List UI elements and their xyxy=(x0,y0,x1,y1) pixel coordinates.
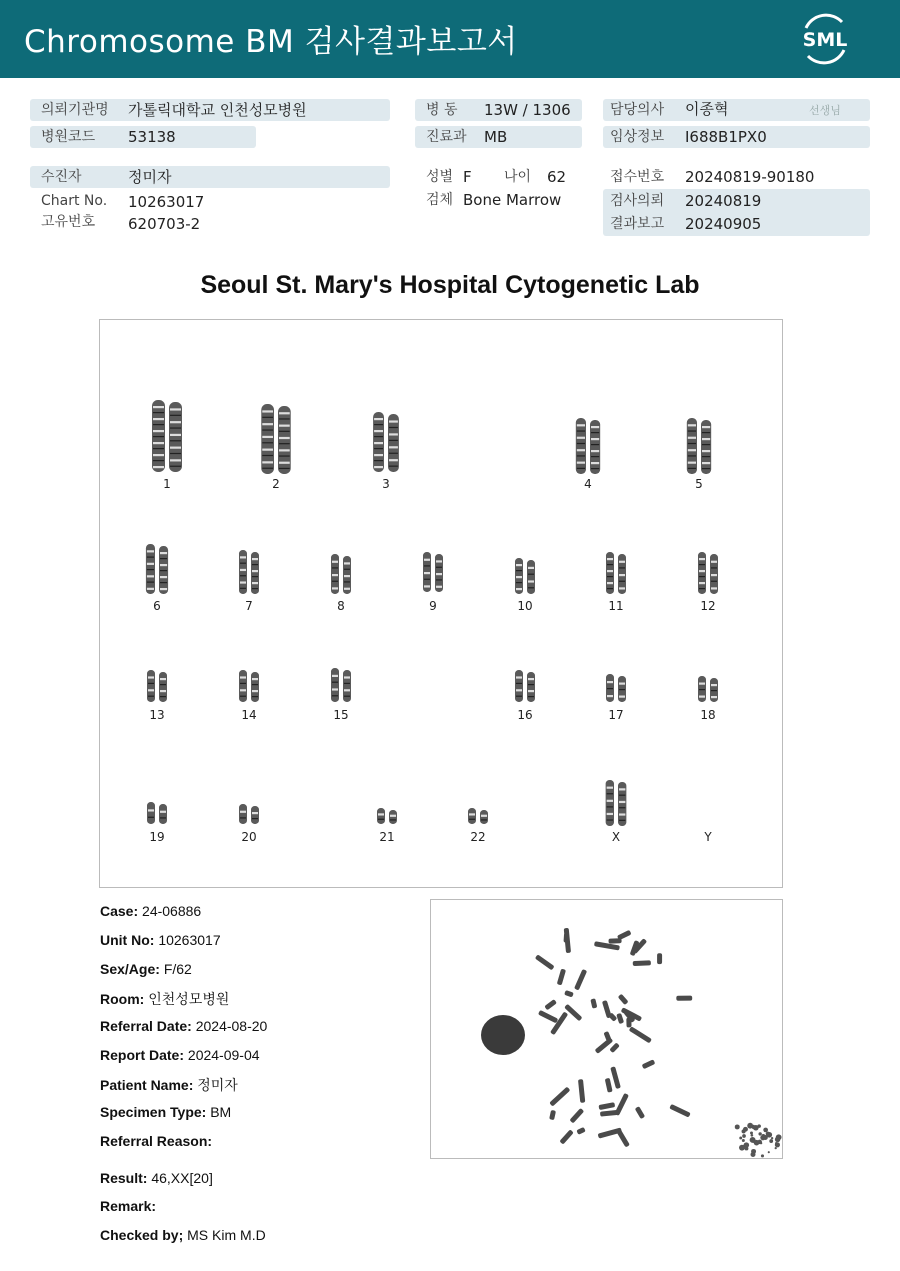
chromosome-pair-1 xyxy=(152,400,182,472)
specimen-label: 검체 xyxy=(426,192,454,208)
sml-logo xyxy=(796,12,854,66)
remark-line xyxy=(100,1198,156,1214)
chromosome-pair-7 xyxy=(239,550,259,594)
unique-no-label: 고유번호 xyxy=(41,214,96,230)
patient-name-value: 정미자 xyxy=(197,1077,238,1093)
metaphase-chromosome xyxy=(618,994,629,1005)
specimen-type-label: Specimen Type: xyxy=(100,1104,207,1120)
metaphase-chromosome xyxy=(595,1037,614,1054)
room-label: Room: xyxy=(100,991,145,1007)
debris-dot xyxy=(771,1137,773,1139)
receipt-label: 접수번호 xyxy=(610,169,665,185)
report-date-line xyxy=(100,1047,260,1063)
chromosome-label-17: 17 xyxy=(608,708,624,722)
room-value: 인천성모병원 xyxy=(148,991,230,1007)
chromosome-label-13: 13 xyxy=(149,708,165,722)
clinical-value: I688B1PX0 xyxy=(685,128,767,146)
chromosome-pair-2 xyxy=(261,404,290,474)
chromosome-label-X: X xyxy=(611,830,621,844)
chromosome-label-20: 20 xyxy=(241,830,257,844)
debris-dot xyxy=(753,1125,759,1131)
metaphase-chromosome xyxy=(564,990,574,997)
patient-name-line xyxy=(100,1075,238,1095)
chromosome-pair-14 xyxy=(239,670,259,702)
metaphase-chromosome xyxy=(642,1059,656,1069)
chart-no-label: Chart No. xyxy=(41,193,108,209)
metaphase-chromosome xyxy=(578,1079,585,1103)
referral-date-value: 2024-08-20 xyxy=(195,1018,268,1034)
debris-dot xyxy=(766,1132,770,1136)
sexage-value: F/62 xyxy=(163,961,192,977)
sex-label: 성별 xyxy=(426,169,454,185)
report-label: 결과보고 xyxy=(610,216,665,232)
metaphase-chromosome xyxy=(609,1042,620,1053)
sexage-label: Sex/Age: xyxy=(100,961,160,977)
report-title: Chromosome BM 검사결과보고서 xyxy=(24,24,518,60)
chromosome-pair-20 xyxy=(239,804,259,824)
chromosome-pair-9 xyxy=(423,552,443,592)
checked-value: MS Kim M.D xyxy=(187,1227,266,1243)
metaphase-chromosome xyxy=(564,1004,582,1021)
patient-name-label: Patient Name: xyxy=(100,1077,194,1093)
chromosome-label-6: 6 xyxy=(153,599,161,613)
karyogram-panel xyxy=(99,319,783,888)
debris-dot xyxy=(775,1147,777,1149)
metaphase-chromosome xyxy=(538,1010,558,1023)
metaphase-chromosome xyxy=(605,1078,613,1093)
chromosome-label-4: 4 xyxy=(584,477,592,491)
sex-value: F xyxy=(463,168,472,186)
clinical-label: 임상정보 xyxy=(610,129,665,145)
metaphase-chromosome xyxy=(549,1087,570,1107)
debris-dot xyxy=(775,1137,780,1142)
chromosome-pair-17 xyxy=(606,674,626,702)
metaphase-chromosome xyxy=(626,1018,631,1028)
patient-row xyxy=(30,166,390,188)
debris-dot xyxy=(762,1134,765,1137)
chart-no-value: 10263017 xyxy=(128,193,205,211)
report-date-value: 2024-09-04 xyxy=(187,1047,260,1063)
metaphase-image xyxy=(431,900,783,1159)
institution-label: 의뢰기관명 xyxy=(41,102,109,118)
report-value: 20240905 xyxy=(685,215,762,233)
specimen-type-line xyxy=(100,1104,231,1120)
metaphase-chromosome xyxy=(557,969,566,986)
chromosome-label-12: 12 xyxy=(700,599,716,613)
doctor-value: 이종혁 xyxy=(685,100,729,118)
request-value: 20240819 xyxy=(685,192,762,210)
metaphase-chromosome xyxy=(598,1102,615,1110)
age-label: 나이 xyxy=(504,169,532,185)
debris-dot xyxy=(750,1152,755,1157)
debris-dot xyxy=(739,1145,745,1151)
chromosome-label-3: 3 xyxy=(382,477,390,491)
metaphase-chromosome xyxy=(676,996,692,1001)
metaphase-chromosome xyxy=(633,960,651,966)
case-line xyxy=(100,903,201,919)
dept-label: 진료과 xyxy=(426,129,467,145)
chromosome-label-2: 2 xyxy=(272,477,280,491)
metaphase-chromosome xyxy=(608,938,621,943)
chromosome-label-11: 11 xyxy=(608,599,624,613)
checked-label: Checked by; xyxy=(100,1227,184,1243)
lab-title: Seoul St. Mary's Hospital Cytogenetic Lab xyxy=(200,271,700,299)
chromosome-pair-19 xyxy=(147,802,167,824)
metaphase-chromosome xyxy=(576,1127,585,1135)
interphase-nucleus xyxy=(481,1015,525,1055)
case-value: 24-06886 xyxy=(142,903,202,919)
metaphase-chromosome xyxy=(669,1104,691,1118)
ward-value: 13W / 1306 xyxy=(484,101,571,119)
patient-value: 정미자 xyxy=(128,168,172,186)
unit-value: 10263017 xyxy=(158,932,221,948)
debris-dot xyxy=(758,1140,762,1144)
metaphase-chromosome xyxy=(574,969,587,991)
chromosome-pair-18 xyxy=(698,676,718,702)
metaphase-chromosome xyxy=(563,933,569,943)
result-value: 46,XX[20] xyxy=(151,1170,213,1186)
request-label: 검사의뢰 xyxy=(610,193,665,209)
debris-dot xyxy=(743,1127,748,1132)
metaphase-panel xyxy=(430,899,783,1159)
chromosome-pair-6 xyxy=(146,544,168,594)
debris-dot xyxy=(761,1154,764,1157)
metaphase-chromosome xyxy=(657,953,662,964)
chromosome-label-1: 1 xyxy=(163,477,171,491)
metaphase-chromosome xyxy=(544,999,557,1010)
hospital-code-value: 53138 xyxy=(128,128,176,146)
unit-label: Unit No: xyxy=(100,932,155,948)
metaphase-chromosome xyxy=(550,1011,568,1035)
referral-reason-line xyxy=(100,1133,212,1149)
debris-dot xyxy=(769,1139,773,1143)
hospital-code-label: 병원코드 xyxy=(41,129,96,145)
chromosome-label-21: 21 xyxy=(379,830,395,844)
debris-dot xyxy=(768,1151,770,1153)
chromosome-pair-21 xyxy=(377,808,397,824)
chromosome-pair-15 xyxy=(331,668,351,702)
metaphase-chromosome xyxy=(616,1013,624,1024)
chromosome-pair-11 xyxy=(606,552,626,594)
case-label: Case: xyxy=(100,903,139,919)
metaphase-chromosome xyxy=(635,1106,645,1119)
chromosome-pair-5 xyxy=(687,418,711,474)
logo-text: SML xyxy=(802,29,848,51)
chromosome-label-Y: Y xyxy=(704,830,712,844)
result-label: Result: xyxy=(100,1170,148,1186)
receipt-value: 20240819-90180 xyxy=(685,168,815,186)
chromosome-pair-13 xyxy=(147,670,167,702)
chromosome-label-22: 22 xyxy=(470,830,486,844)
report-date-label: Report Date: xyxy=(100,1047,185,1063)
patient-label: 수진자 xyxy=(41,169,82,185)
chromosome-label-8: 8 xyxy=(337,599,345,613)
dept-value: MB xyxy=(484,128,508,146)
chromosome-pair-4 xyxy=(576,418,600,474)
specimen-value: Bone Marrow xyxy=(463,191,562,209)
debris-dot xyxy=(763,1128,768,1133)
debris-dot xyxy=(735,1124,740,1129)
chromosome-label-7: 7 xyxy=(245,599,253,613)
metaphase-chromosome xyxy=(614,1093,629,1116)
unit-line xyxy=(100,932,221,948)
doctor-suffix: 선생님 xyxy=(809,104,841,117)
specimen-type-value: BM xyxy=(210,1104,232,1120)
chromosome-pair-12 xyxy=(698,552,718,594)
chromosome-pair-16 xyxy=(515,670,535,702)
metaphase-chromosome xyxy=(559,1129,573,1144)
room-line xyxy=(100,989,229,1009)
debris-dot xyxy=(750,1131,753,1134)
chromosome-label-19: 19 xyxy=(149,830,165,844)
sexage-line xyxy=(100,961,192,977)
referral-date-line xyxy=(100,1018,267,1034)
chromosome-label-14: 14 xyxy=(241,708,257,722)
metaphase-chromosome xyxy=(590,998,597,1008)
chromosome-pair-10 xyxy=(515,558,535,594)
age-value: 62 xyxy=(547,168,567,186)
doctor-label: 담당의사 xyxy=(610,102,665,118)
chromosome-pair-22 xyxy=(468,808,488,824)
debris-dot xyxy=(742,1139,745,1142)
metaphase-chromosome xyxy=(616,1128,630,1147)
ward-label: 병 동 xyxy=(426,102,458,118)
metaphase-chromosome xyxy=(535,954,555,970)
result-line xyxy=(100,1170,213,1186)
debris-dot xyxy=(775,1142,780,1147)
metaphase-chromosome xyxy=(569,1108,584,1124)
metaphase-chromosome xyxy=(610,1066,621,1089)
report-header xyxy=(0,0,900,78)
debris-dot xyxy=(742,1134,746,1138)
referral-date-label: Referral Date: xyxy=(100,1018,192,1034)
chromosome-pair-3 xyxy=(373,412,399,472)
karyogram-image xyxy=(100,320,784,889)
chromosome-label-18: 18 xyxy=(700,708,716,722)
chromosome-pair-8 xyxy=(331,554,351,594)
checked-line xyxy=(100,1227,266,1243)
institution-value: 가톨릭대학교 인천성모병원 xyxy=(128,101,307,119)
unique-no-value: 620703-2 xyxy=(128,215,201,233)
referral-reason-label: Referral Reason: xyxy=(100,1133,213,1149)
debris-dot xyxy=(739,1137,742,1140)
chromosome-label-15: 15 xyxy=(333,708,349,722)
metaphase-chromosome xyxy=(602,1000,612,1018)
remark-label: Remark: xyxy=(100,1198,157,1214)
chromosome-pair-X xyxy=(606,780,627,826)
metaphase-chromosome xyxy=(629,1026,652,1043)
chromosome-label-10: 10 xyxy=(517,599,533,613)
chromosome-label-9: 9 xyxy=(429,599,437,613)
metaphase-chromosome xyxy=(549,1110,556,1120)
chromosome-label-16: 16 xyxy=(517,708,533,722)
debris-dot xyxy=(758,1132,761,1135)
chromosome-label-5: 5 xyxy=(695,477,703,491)
